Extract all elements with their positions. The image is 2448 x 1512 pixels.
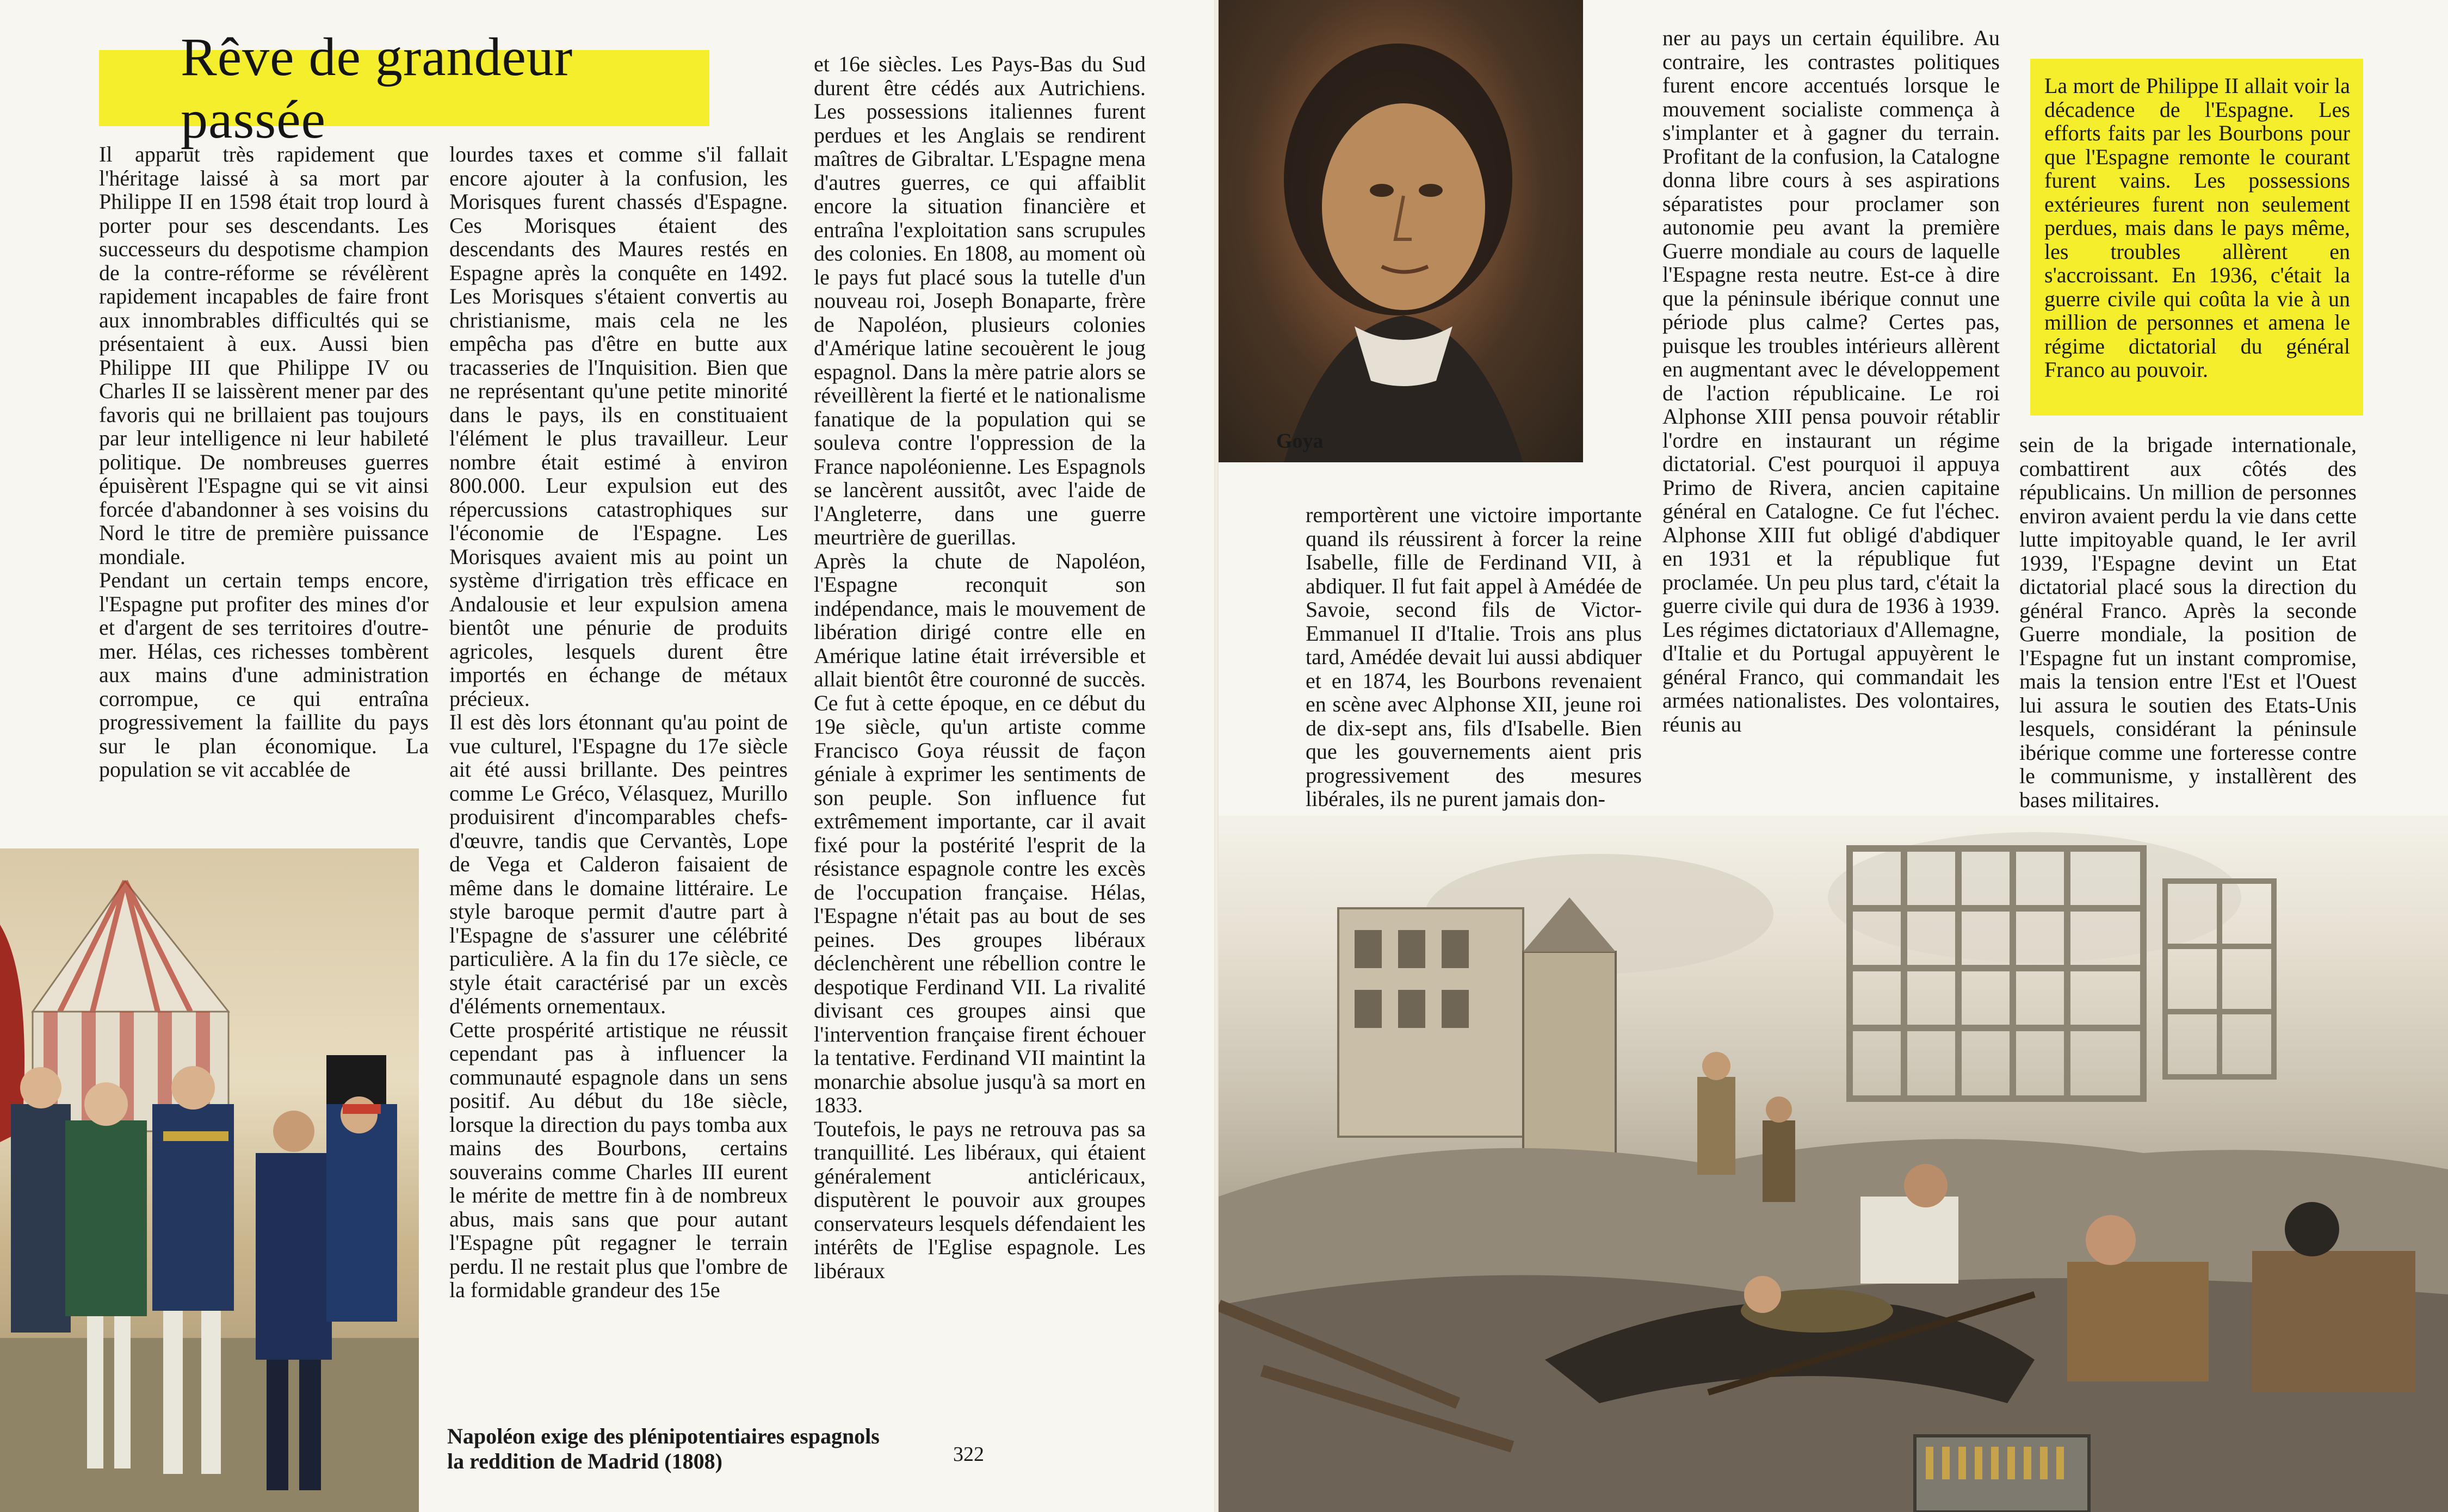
right-column-3	[2019, 433, 2357, 811]
page-title: Rêve de grandeur passée	[181, 27, 573, 150]
paragraph: Pendant un certain temps encore, l'Espagne put profiter des mines d'or et d'argent de ses territoires d'outre-mer. Hélas, ces richesses tombèrent aux mains d'une administration corrompue, ce qui entraîna progressivement la faillite du pays sur le plan économique. La population se vit accablée de	[99, 568, 429, 782]
paragraph: Après la chute de Napoléon, l'Espagne reconquit son indépendance, mais le mouvement de libération dirigé contre elle en Amérique latine était irréversible et allait bientôt être couronné de succès. Ce fut à cette époque, en ce début du 19e siècle, qu'un artiste comme Francisco Goya réussit de façon géniale à exprimer les sentiments de son peuple. Son influence fut extrêmement importante, car il avait fixé pour la postérité l'esprit de la résistance espagnole contre les excès de l'occupation française. Hélas, l'Espagne n'était pas au bout de ses peines. Des groupes libéraux déclenchèrent une rébellion contre le despotique Ferdinand VII. La rivalité divisant ces groupes ainsi que l'intervention française firent échouer la tentative. Ferdinand VII maintint la monarchie absolue jusqu'à sa mort en 1833.	[814, 548, 1146, 1117]
left-column-1	[99, 142, 429, 782]
civil-war-scene-graphic	[1219, 816, 2448, 1512]
goya-caption: Goya	[1276, 430, 1324, 453]
napoleon-caption: Napoléon exige des plénipotentiaires espagnols la reddition de Madrid (1808)	[447, 1424, 880, 1473]
summary-text: La mort de Philippe II allait voir la décadence de l'Espagne. Les efforts faits par les Bourbons pour que l'Espagne remonte le courant furent vains. Les possessions extérieures furent non seulement perdues, mais dans le pays même, les troubles allèrent en s'accroissant. En 1936, c'était la guerre civile qui coûta la vie à un million de personnes et amena le régime dictatorial du général Franco au pouvoir.	[2044, 73, 2350, 382]
napoleon-scene-graphic	[0, 848, 419, 1512]
title-banner	[99, 27, 709, 150]
paragraph: lourdes taxes et comme s'il fallait encore ajouter à la confusion, les Morisques furent chassés d'Espagne. Ces Morisques étaient des descendants des Maures restés en Espagne après la conquête en 1492. Les Morisques s'étaient convertis au christianisme, mais cela ne les empêcha pas d'être en butte aux tracasseries de l'Inquisition. Bien que ne représentant qu'une petite minorité dans le pays, ils en constituaient l'élément le plus travailleur. Leur nombre était estimé à environ 800.000. Leur expulsion eut des répercussions catastrophiques sur l'économie de l'Espagne. Les Morisques avaient mis au point un système d'irrigation très efficace en Andalousie et leur expulsion amena bientôt une pénurie de produits agricoles, lesquels durent être importés en échange de métaux précieux.	[449, 142, 788, 711]
left-column-3	[814, 52, 1146, 1282]
paragraph: sein de la brigade internationale, combattirent aux côtés des républicains. Un million de personnes environ avaient perdu la vie dans cette lutte impitoyable quand, le Ier avril 1939, l'Espagne devint un Etat dictatorial placé sous la direction du général Franco. Après la seconde Guerre mondiale, la position de l'Espagne fut un instant compromise, mais la tension entre l'Est et l'Ouest lui assura le soutien des Etats-Unis lesquels, considérant la péninsule ibérique comme une forteresse contre le communisme, y installèrent des bases militaires.	[2019, 432, 2357, 812]
left-page	[0, 0, 1214, 1512]
left-column-2	[449, 142, 788, 1302]
paragraph: remportèrent une victoire importante quand ils réussirent à forcer la reine Isabelle, fille de Ferdinand VII, à abdiquer. Il fut fait appel à Amédée de Savoie, second fils de Victor-Emmanuel II d'Italie. Trois ans plus tard, Amédée devait lui aussi abdiquer et en 1874, les Bourbons revenaient en scène avec Alphonse XII, jeune roi de dix-sept ans, fils d'Isabelle. Bien que les gouvernements aient pris progressivement des mesures libérales, ils ne purent jamais don-	[1306, 503, 1642, 811]
right-column-1	[1306, 503, 1642, 811]
paragraph: et 16e siècles. Les Pays-Bas du Sud durent être cédés aux Autrichiens. Les possessions italiennes furent perdues et les Anglais se rendirent maîtres de Gibraltar. L'Espagne mena d'autres guerres, ce qui affaiblit encore la situation financière et entraîna l'exploitation sans scrupules des colonies. En 1808, au moment où le pays fut placé sous la tutelle d'un nouveau roi, Joseph Bonaparte, frère de Napoléon, plusieurs colonies d'Amérique latine secouèrent le joug espagnol. Dans la mère patrie alors se réveillèrent la fierté et le nationalisme fanatique de la population qui se souleva contre l'oppression de la France napoléonienne. Les Espagnols se lancèrent aussitôt, avec l'aide de l'Angleterre, dans une guerre meurtrière de guerillas.	[814, 52, 1146, 549]
right-page	[1219, 0, 2448, 1512]
paragraph: Il est dès lors étonnant qu'au point de vue culturel, l'Espagne du 17e siècle ait été aussi brillante. Des peintres comme Le Gréco, Vélasquez, Murillo produisirent d'incomparables chefs-d'œuvre, tandis que Cervantès, Lope de Vega et Calderon faisaient de même dans le domaine littéraire. Le style baroque permit d'autre part à l'Espagne de s'assurer une célébrité particulière. A la fin du 17e siècle, ce style était caractérisé par un excès d'éléments ornementaux.	[449, 710, 788, 1018]
paragraph: ner au pays un certain équilibre. Au contraire, les contrastes politiques furent encore accentués lorsque le mouvement socialiste commença à s'implanter et à gagner du terrain. Profitant de la confusion, la Catalogne donna libre cours à ses aspirations séparatistes pour proclamer son autonomie peu avant la première Guerre mondiale au cours de laquelle l'Espagne resta neutre. Est-ce à dire que la péninsule ibérique connut une période plus calme? Certes pas, puisque les troubles intérieurs allèrent en augmentant avec le développement de l'action républicaine. Le roi Alphonse XIII pensa pouvoir rétablir l'ordre en instaurant un régime dictatorial. C'est pourquoi il appuya Primo de Rivera, ancien capitaine général en Catalogne. Ce fut l'échec. Alphonse XIII fut obligé d'abdiquer en 1931 et la république fut proclamée. Un peu plus tard, c'était la guerre civile qui dura de 1936 à 1939. Les régimes dictatoriaux d'Allemagne, d'Italie et du Portugal appuyèrent le général Franco, qui commandait les armées nationalistes. Des volontaires, réunis au	[1662, 26, 2000, 736]
civil-war-illustration	[1219, 816, 2448, 1512]
paragraph: Il apparut très rapidement que l'héritage laissé à sa mort par Philippe II en 1598 était trop lourd à porter pour ses descendants. Les successeurs du despotisme champion de la contre-réforme se révélèrent rapidement incapables de faire front aux innombrables difficultés qui se présentaient à eux. Aussi bien Philippe III que Philippe IV ou Charles II se laissèrent mener par des favoris qui ne brillaient pas toujours par leur intelligence ni leur habileté politique. De nombreuses guerres épuisèrent l'Espagne qui se vit ainsi forcée d'abandonner à ses voisins du Nord le titre de première puissance mondiale.	[99, 142, 429, 569]
napoleon-illustration	[0, 848, 419, 1512]
right-column-2	[1662, 26, 2000, 736]
goya-portrait-graphic	[1219, 0, 1583, 462]
summary-box	[2030, 59, 2363, 416]
goya-portrait	[1219, 0, 1583, 462]
paragraph: Toutefois, le pays ne retrouva pas sa tranquillité. Les libéraux, qui étaient généralement anticléricaux, disputèrent le pouvoir aux groupes conservateurs lesquels défendaient les intérêts de l'Eglise espagnole. Les libéraux	[814, 1116, 1146, 1283]
page-number: 322	[953, 1443, 984, 1466]
paragraph: Cette prospérité artistique ne réussit cependant pas à influencer la communauté espagnole dans un sens positif. Au début du 18e siècle, lorsque la direction du pays tomba aux mains des Bourbons, certains souverains comme Charles III eurent le mérite de mettre fin à de nombreux abus, mais sans que pour autant l'Espagne pût regagner le terrain perdu. Il ne restait plus que l'ombre de la formidable grandeur des 15e	[449, 1017, 788, 1302]
